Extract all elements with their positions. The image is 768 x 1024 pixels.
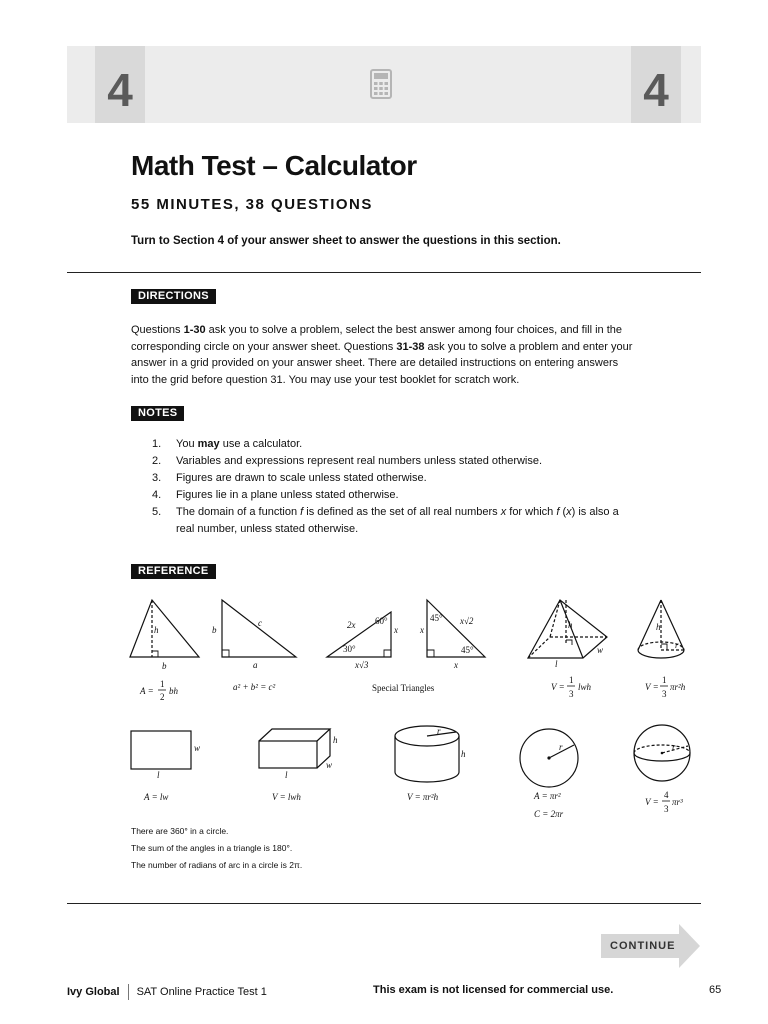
circle-radius-label: r (559, 742, 563, 752)
pyramid-height-label: h (568, 620, 573, 630)
cylinder-formula: V = πr²h (407, 792, 439, 802)
note-item: 3. Figures are drawn to scale unless stated otherwise. (152, 472, 427, 484)
box-width-label: w (326, 760, 333, 770)
pyramid-length-label: l (555, 659, 558, 669)
circle-area-formula: A = πr² (534, 791, 561, 801)
footer-brand: Ivy Global (67, 985, 120, 998)
rectangle-width-label: w (194, 743, 201, 753)
cone-radius-label: r (675, 640, 679, 650)
cone-formula-rhs: πr²h (670, 682, 686, 692)
sphere-fraction-den: 3 (664, 804, 669, 814)
notes-label: NOTES (131, 406, 184, 421)
special-45-left-leg-label: x (420, 625, 424, 635)
sphere-fraction-num: 4 (664, 790, 669, 800)
note-item: 1. You may use a calculator. (152, 438, 303, 450)
reference-label: REFERENCE (131, 564, 216, 579)
box-length-label: l (285, 770, 288, 780)
footer-left (67, 984, 267, 1000)
special-45-top-angle-label: 45° (430, 613, 443, 623)
page-title: Math Test – Calculator (131, 150, 417, 181)
rectangle-length-label: l (157, 770, 160, 780)
sphere-radius-label: r (672, 742, 676, 752)
test-duration: 55 MINUTES, 38 QUESTIONS (131, 196, 373, 213)
cone-formula-lhs: V = (645, 682, 659, 692)
cylinder-figure (395, 726, 459, 782)
arrow-right-icon (679, 924, 700, 968)
cone-height-label: h (656, 622, 661, 632)
right-triangle-figure (222, 600, 296, 657)
special-30-short-leg-label: x (394, 625, 398, 635)
rectangle-figure (131, 731, 191, 769)
box-formula: V = lwh (272, 792, 301, 802)
circle-circumference-formula: C = 2πr (534, 809, 564, 819)
sphere-formula-rhs: πr³ (672, 797, 683, 807)
pyramid-formula-lhs: V = (551, 682, 565, 692)
right-triangle-hyp-label: c (258, 618, 262, 628)
reference-facts (131, 823, 302, 874)
section-instruction: Turn to Section 4 of your answer sheet to answer the questions in this section. (131, 235, 561, 247)
special-45-bottom-angle-label: 45° (461, 645, 474, 655)
rectangle-formula: A = lw (144, 792, 169, 802)
section-number-right: 4 (631, 46, 681, 123)
special-45-bottom-leg-label: x (454, 660, 458, 670)
cone-fraction-num: 1 (662, 675, 667, 685)
footer-test-name: SAT Online Practice Test 1 (136, 985, 267, 998)
fact-line: There are 360° in a circle. (131, 826, 229, 836)
note-item: 5. The domain of a function f is defined as the set of all real numbers x for which f (x) is also a real number, unless stated otherwise. (152, 506, 619, 535)
pythagorean-formula: a² + b² = c² (233, 682, 276, 692)
cone-fraction-den: 3 (662, 689, 667, 699)
special-45-hyp-label: x√2 (460, 616, 474, 626)
note-item: 4. Figures lie in a plane unless stated otherwise. (152, 489, 399, 501)
triangle-45-45-90-figure (427, 600, 485, 657)
triangle-formula-lhs: A = (140, 686, 154, 696)
special-30-hyp-label: 2x (347, 620, 356, 630)
special-triangles-caption: Special Triangles (372, 683, 435, 693)
triangle-figure (130, 600, 199, 657)
directions-text: Questions 1-30 ask you to solve a problem, select the best answer among four choices, and fill in the corresponding circle on your answer sheet. Questions 31-38 ask you to solve a problem and enter your answer in a grid provided on your answer sheet. There are detailed instructions on entering answers into the grid before question 31. You may use your test booklet for scratch work. (131, 324, 633, 386)
bottom-divider (67, 903, 701, 904)
fact-line: The sum of the angles in a triangle is 180°. (131, 843, 293, 853)
continue-arrow (601, 924, 701, 968)
right-triangle-leg-b-label: b (212, 625, 217, 635)
fact-line: The number of radians of arc in a circle is 2π. (131, 860, 303, 870)
right-triangle-leg-a-label: a (253, 660, 258, 670)
pyramid-width-label: w (597, 645, 604, 655)
pyramid-fraction-den: 3 (569, 689, 574, 699)
special-30-angle-label: 30° (343, 644, 356, 654)
continue-label: CONTINUE (610, 940, 676, 952)
page-number: 65 (709, 984, 722, 996)
cylinder-radius-label: r (437, 726, 441, 736)
triangle-fraction-den: 2 (160, 692, 165, 702)
footer-license: This exam is not licensed for commercial use. (373, 984, 614, 996)
pyramid-formula-rhs: lwh (578, 682, 592, 692)
triangle-height-label: h (154, 625, 159, 635)
section-number-left: 4 (95, 46, 145, 123)
sphere-formula-lhs: V = (645, 797, 659, 807)
cylinder-height-label: h (461, 749, 466, 759)
special-60-angle-label: 60° (375, 616, 388, 626)
directions-label: DIRECTIONS (131, 289, 216, 304)
triangle-fraction-num: 1 (160, 679, 165, 689)
special-30-long-leg-label: x√3 (355, 660, 369, 670)
triangle-formula-rhs: bh (169, 686, 178, 696)
box-height-label: h (333, 735, 338, 745)
box-figure (259, 729, 333, 770)
triangle-base-label: b (162, 661, 167, 671)
pyramid-fraction-num: 1 (569, 675, 574, 685)
note-item: 2. Variables and expressions represent real numbers unless stated otherwise. (152, 455, 543, 467)
